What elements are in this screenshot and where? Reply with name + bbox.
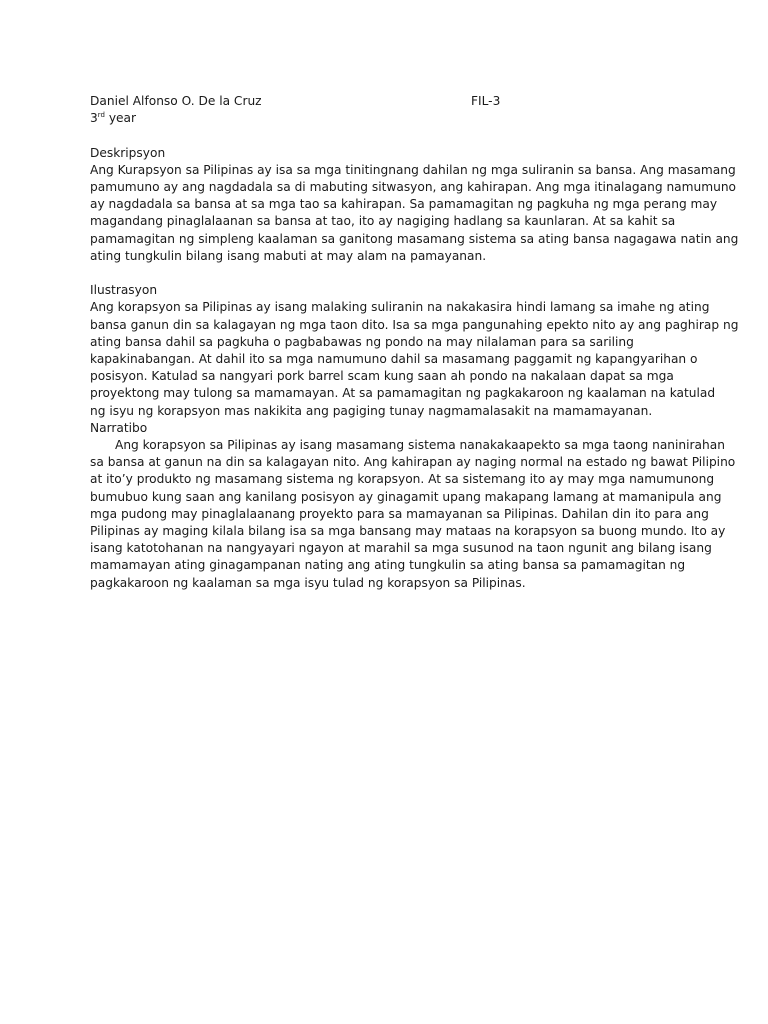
author-name: Daniel Alfonso O. De la Cruz	[90, 94, 262, 108]
paragraph-line: Ang korapsyon sa Pilipinas ay isang masamang sistema nanakakaapekto sa mga taong naninirahan	[115, 437, 725, 452]
paragraph-line: magandang pinaglalaanan sa bansa at tao, ito ay nagiging hadlang sa kaunlaran. At sa kahit sa	[90, 214, 676, 229]
paragraph-line: kapakinabangan. At dahil ito sa mga namumuno dahil sa masamang paggamit ng kapangyarihan o	[90, 351, 698, 366]
paragraph-line: bumubuo kung saan ang kanilang posisyon ay ginagamit upang makapang lamang at mamanipula ang	[90, 489, 722, 504]
paragraph-line: ng isyu ng korapsyon mas nakikita ang pagiging tunay nagmamalasakit na mamamayanan.	[90, 403, 653, 418]
section-heading-narratibo: Narratibo	[90, 420, 148, 435]
paragraph-line: at ito’y produkto ng masamang sistema ng korapsyon. At sa sistemang ito ay may mga namumunong	[90, 472, 715, 487]
blank-line	[90, 127, 680, 144]
paragraph-line: ay nagdadala sa bansa at sa mga tao sa kahirapan. Sa pamamagitan ng pagkuha ng mga perang may	[90, 197, 718, 212]
paragraph-line: proyektong may tulong sa mamamayan. At sa pamamagitan ng pagkakaroon ng kaalaman na katulad	[90, 386, 716, 401]
paragraph-line: mamamayan ating ginagampanan nating ang ating tungkulin sa ating bansa sa pamamagitan ng	[90, 558, 686, 573]
paragraph-line: isang katotohanan na nangyayari ngayon at marahil sa mga susunod na taon ngunit ang bilang isang	[90, 541, 712, 556]
paragraph-line: pagkakaroon ng kaalaman sa mga isyu tulad ng korapsyon sa Pilipinas.	[90, 575, 526, 590]
course-code: FIL-3	[471, 94, 501, 108]
document-header	[90, 93, 680, 110]
paragraph-line: pamumuno ay ang nagdadala sa di mabuting sitwasyon, ang kahirapan. Ang mga itinalagang namumuno	[90, 179, 737, 194]
paragraph-line: pamamagitan ng simpleng kaalaman sa ganitong masamang sistema sa ating bansa nagagawa natin ang	[90, 231, 739, 246]
paragraph-line: bansa ganun din sa kalagayan ng mga taon dito. Isa sa mga pangunahing epekto nito ay ang paghirap ng	[90, 317, 739, 332]
year-word: year	[104, 111, 137, 126]
document-page	[90, 93, 739, 592]
paragraph-line: sa bansa at ganun na din sa kalagayan nito. Ang kahirapan ay naging normal na estado ng bawat Pilipino	[90, 455, 736, 470]
paragraph-line: posisyon. Katulad sa nangyari pork barrel scam kung saan ah pondo na nakalaan dapat sa mga	[90, 369, 674, 384]
paragraph-line: mga pudong may pinaglalaanang proyekto para sa mamayanan sa Pilipinas. Dahilan din ito para ang	[90, 506, 709, 521]
section-body-narratibo	[90, 437, 736, 592]
paragraph-line: Pilipinas ay maging kilala bilang isa sa mga bansang may mataas na korapsyon sa buong mundo. Ito ay	[90, 523, 726, 538]
paragraph-line: ating tungkulin bilang isang mabuti at may alam na pamayanan.	[90, 248, 487, 263]
blank-line	[90, 265, 680, 282]
section-body-ilustrasyon	[90, 299, 739, 419]
section-heading-ilustrasyon: Ilustrasyon	[90, 283, 158, 298]
year-level	[90, 110, 680, 127]
year-number: 3	[90, 111, 98, 126]
paragraph-line: ating bansa dahil sa pagkuha o pagbabawas ng pondo na may nilalaman para sa sariling	[90, 334, 634, 349]
paragraph-line: Ang korapsyon sa Pilipinas ay isang malaking suliranin na nakakasira hindi lamang sa imahe ng ating	[90, 300, 710, 315]
paragraph-line: Ang Kurapsyon sa Pilipinas ay isa sa mga tinitingnang dahilan ng mga suliranin sa bansa. Ang masamang	[90, 162, 736, 177]
year-suffix: rd	[97, 111, 105, 120]
section-body-deskripsyon	[90, 162, 739, 265]
section-heading-deskripsyon: Deskripsyon	[90, 145, 166, 160]
